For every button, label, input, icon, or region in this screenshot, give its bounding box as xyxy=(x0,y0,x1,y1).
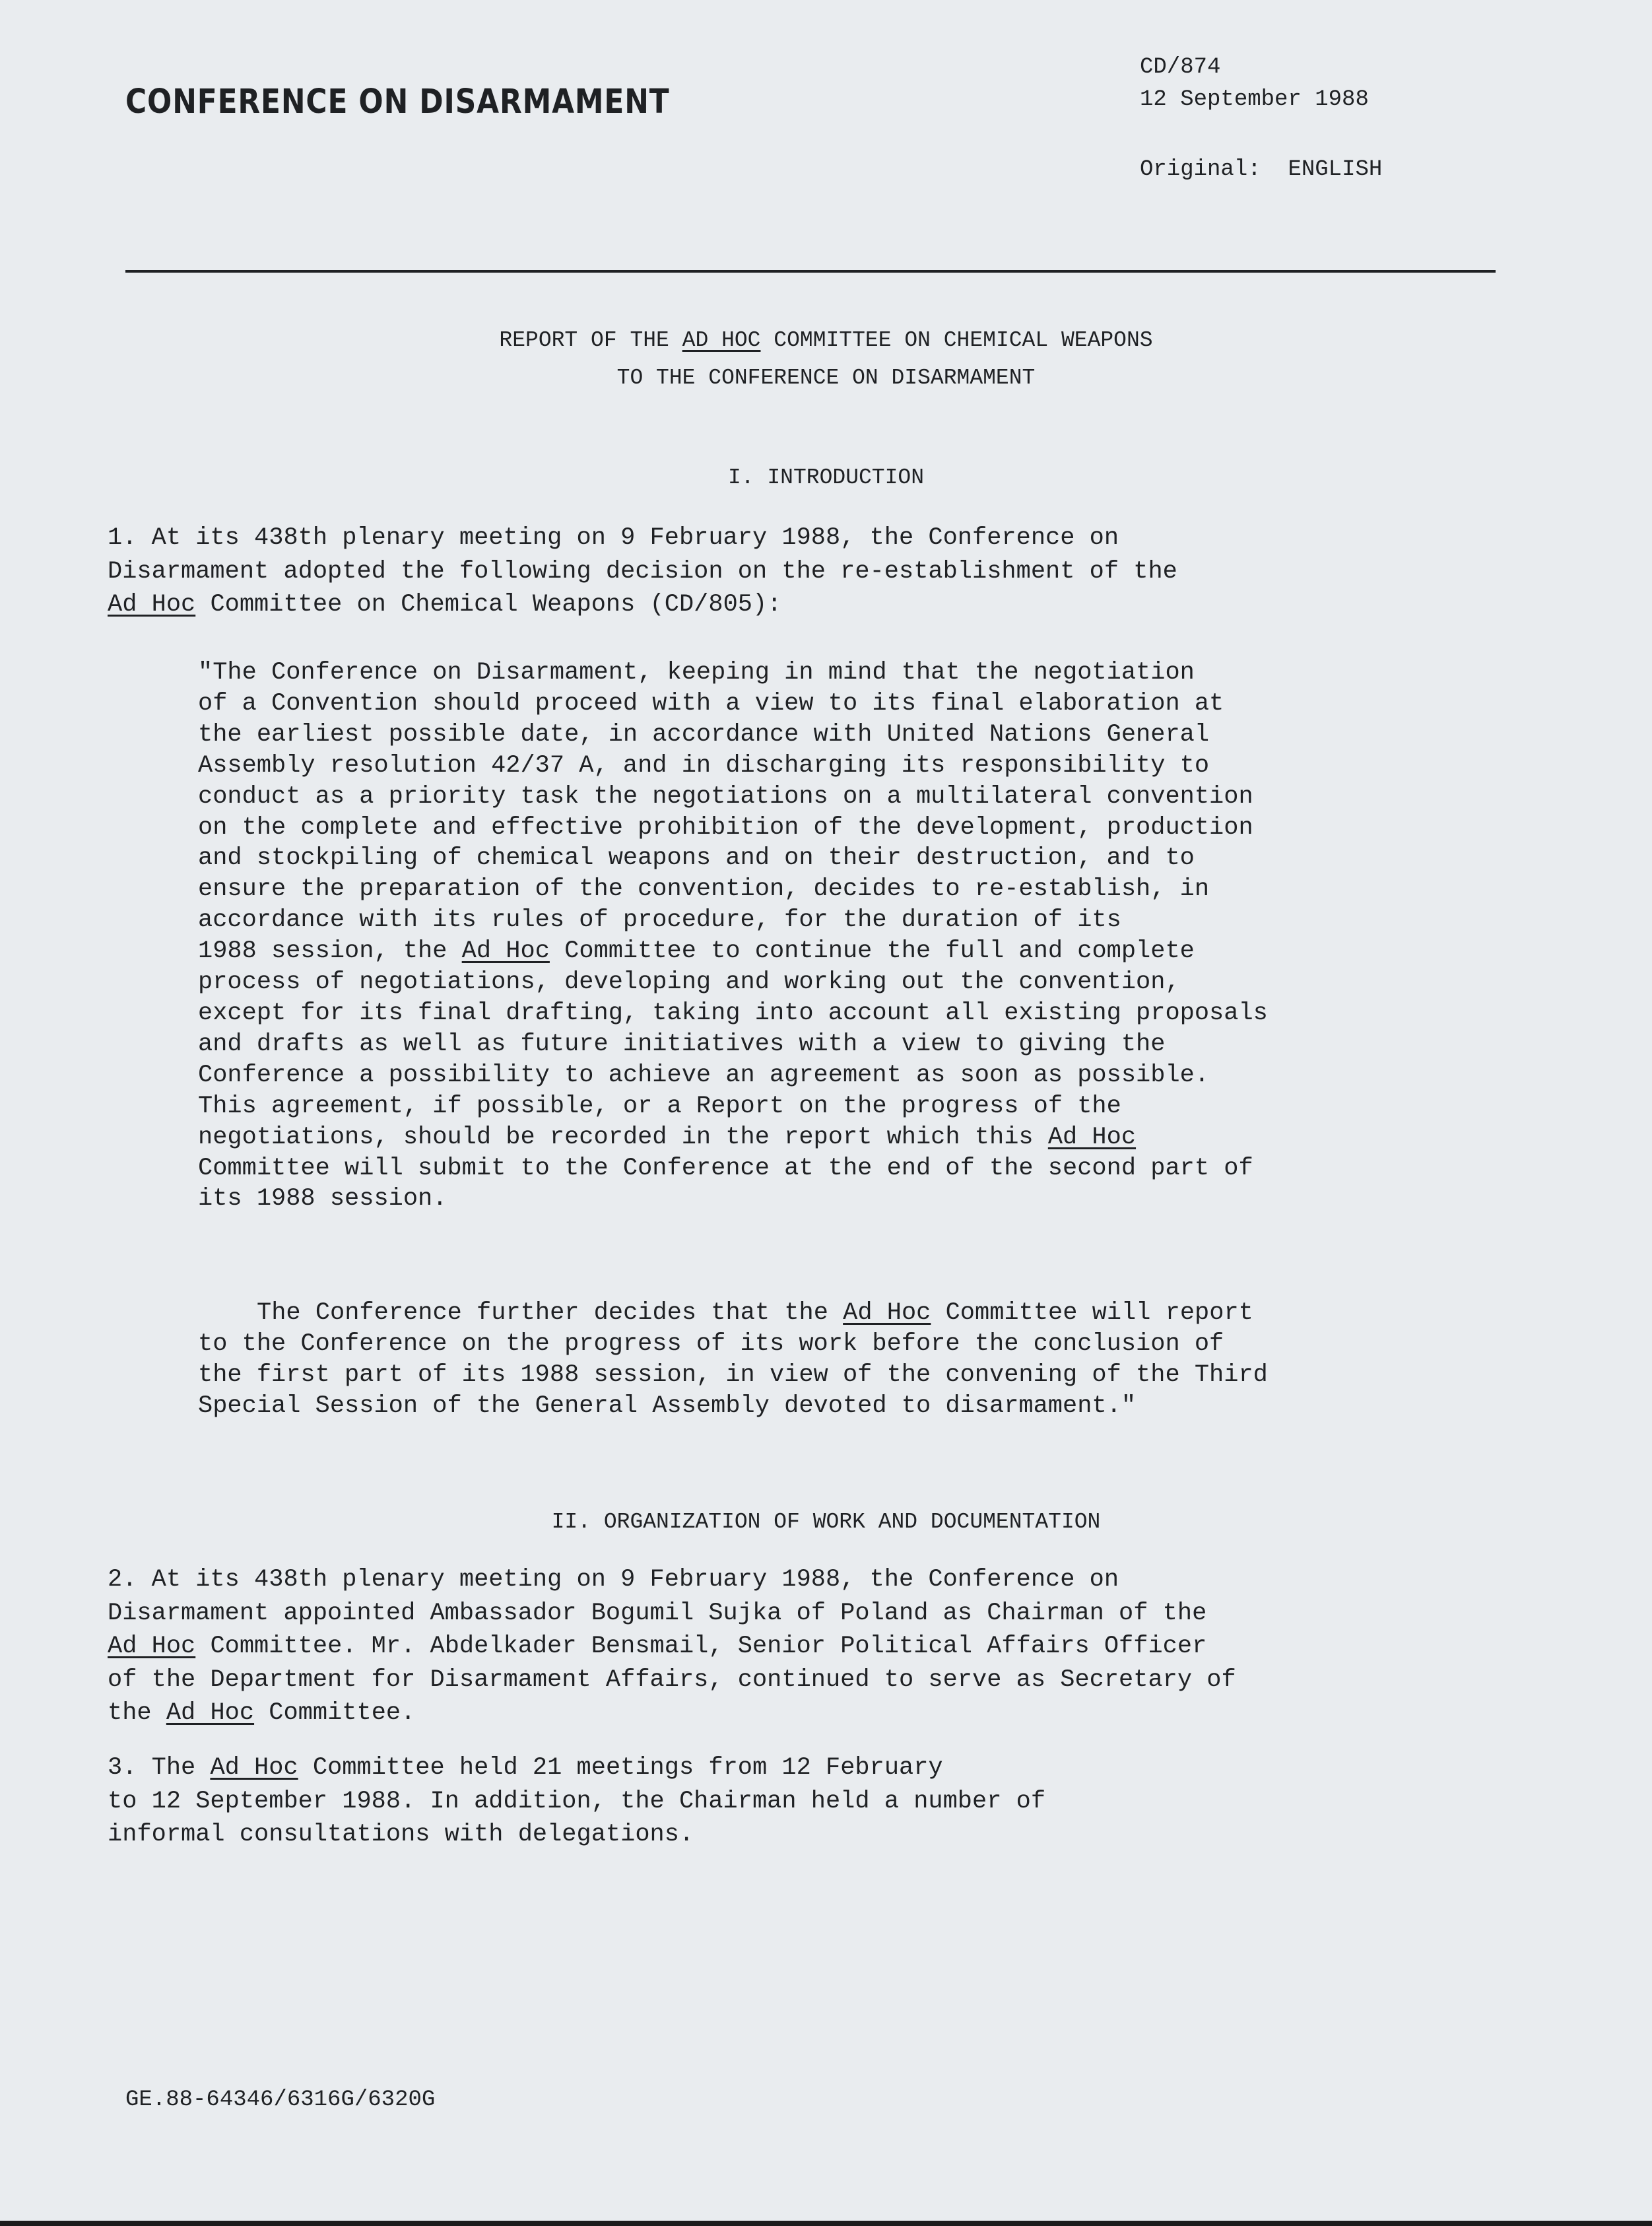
report-title-line-1: REPORT OF THE AD HOC COMMITTEE ON CHEMICAL WEAPONS xyxy=(499,328,1153,353)
document-symbol: CD/874 xyxy=(1140,55,1221,80)
scan-bottom-edge xyxy=(0,2221,1652,2226)
organization-name: CONFERENCE ON DISARMAMENT xyxy=(125,83,670,121)
original-language-line xyxy=(1140,157,1382,182)
header-divider xyxy=(125,270,1496,273)
section-heading-organization: II. ORGANIZATION OF WORK AND DOCUMENTATION xyxy=(551,1510,1101,1534)
decision-quote-paragraph-2: The Conference further decides that the Ad Hoc Committee will report to the Conference on the progress of its work before the conclusion of the first part of its 1988 session, in view of the convening of the Third Special Session of the General Assembly devoted to disarmament." xyxy=(198,1299,1268,1420)
paragraph-1: 1. At its 438th plenary meeting on 9 February 1988, the Conference on Disarmament adopted the following decision on the re-establishment of the Ad Hoc Committee on Chemical Weapons (CD/805): xyxy=(108,524,1177,619)
decision-quote-paragraph-1: "The Conference on Disarmament, keeping in mind that the negotiation of a Convention should proceed with a view to its final elaboration at the earliest possible date, in accordance with United Nations General Assembly resolution 42/37 A, and in discharging its responsibility to conduct as a priority task the negotiations on a multilateral convention on the complete and effective prohibition of the development, production and stockpiling of chemical weapons and on their destruction, and to ensure the preparation of the convention, decides to re-establish, in accordance with its rules of procedure, for the duration of its 1988 session, the Ad Hoc Committee to continue the full and complete process of negotiations, developing and working out the convention, except for its final drafting, taking into account all existing proposals and drafts as well as future initiatives with a view to giving the Conference a possibility to achieve an agreement as soon as possible. This agreement, if possible, or a Report on the progress of the negotiations, should be recorded in the report which this Ad Hoc Committee will submit to the Conference at the end of the second part of its 1988 session. xyxy=(198,659,1268,1213)
job-number: GE.88-64346/6316G/6320G xyxy=(125,2087,436,2112)
paragraph-2: 2. At its 438th plenary meeting on 9 February 1988, the Conference on Disarmament appointed Ambassador Bogumil Sujka of Poland as Chairman of the Ad Hoc Committee. Mr. Abdelkader Bensmail, Senior Political Affairs Officer of the Department for Disarmament Affairs, continued to serve as Secretary of the Ad Hoc Committee. xyxy=(108,1566,1236,1727)
original-label: Original: xyxy=(1140,157,1261,182)
report-title-line-2: TO THE CONFERENCE ON DISARMAMENT xyxy=(616,366,1036,390)
original-language: ENGLISH xyxy=(1288,157,1383,182)
section-heading-introduction: I. INTRODUCTION xyxy=(727,465,925,490)
paragraph-3: 3. The Ad Hoc Committee held 21 meetings from 12 February to 12 September 1988. In addition, the Chairman held a number of informal consultations with delegations. xyxy=(108,1754,1046,1848)
document-date: 12 September 1988 xyxy=(1140,87,1369,112)
